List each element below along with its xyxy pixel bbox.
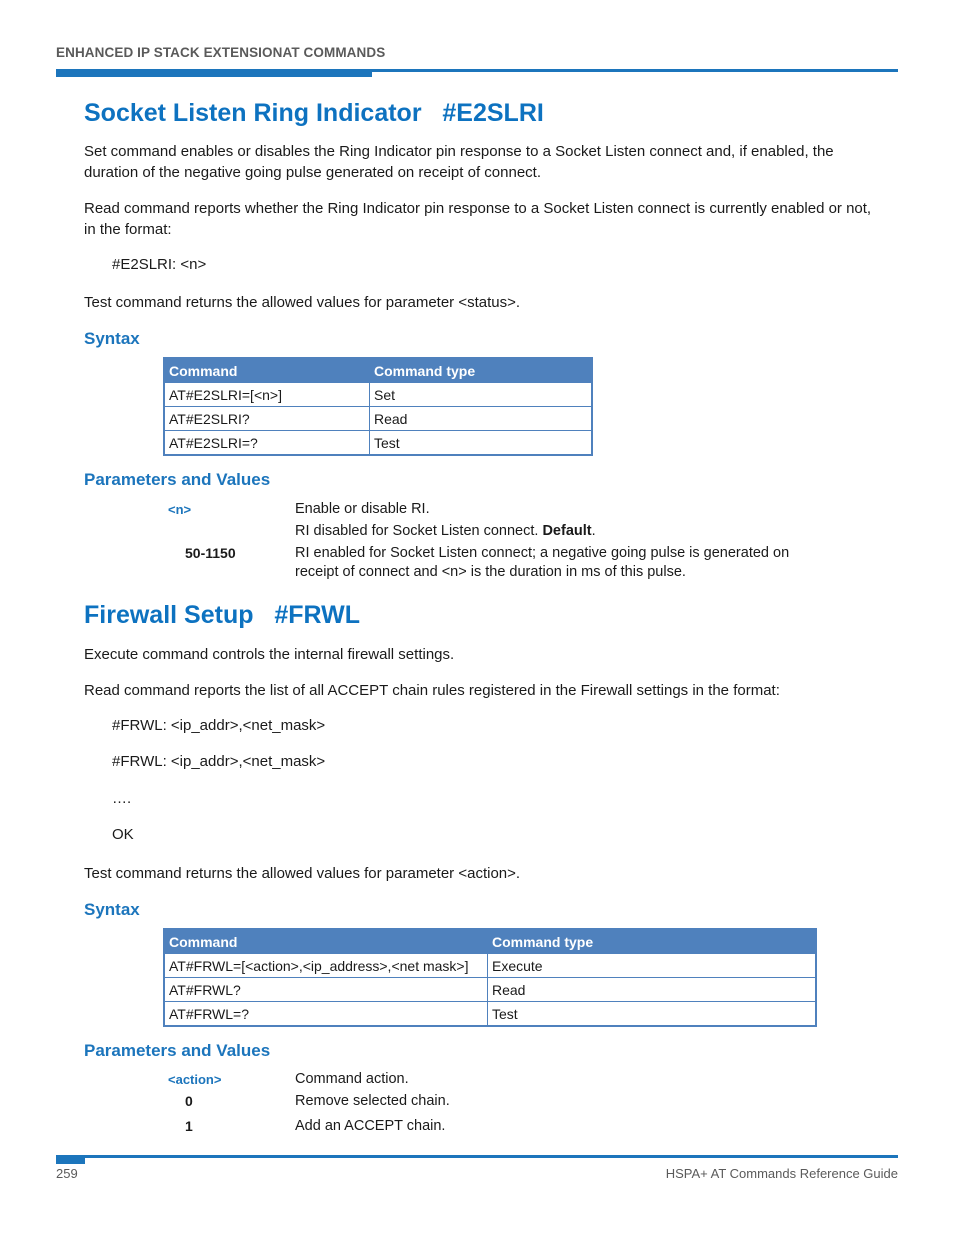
table-header-row [164,358,592,383]
table-cell: AT#FRWL? [164,978,488,1002]
param-name-n: <n> [168,502,192,517]
footer-doc-title: HSPA+ AT Commands Reference Guide [665,1166,898,1181]
param-value-1-desc: Add an ACCEPT chain. [295,1118,446,1134]
frwl-read-format-ok: OK [112,826,134,843]
e2slri-test-description: Test command returns the allowed values for parameter <status>. [84,294,521,311]
e2slri-read-format: #E2SLRI: <n> [112,256,207,273]
table-row [164,407,592,431]
table-cell: AT#FRWL=? [164,1002,488,1027]
table-cell: AT#E2SLRI? [164,407,370,431]
table-cell: AT#E2SLRI=[<n>] [164,383,370,407]
frwl-syntax-table [163,928,817,1027]
table-header-row [164,929,816,954]
frwl-read-format-ellipsis: …. [112,790,132,807]
default-desc-text: RI disabled for Socket Listen connect. [295,523,543,539]
param-desc-action: Command action. [295,1071,409,1087]
table-cell: AT#E2SLRI=? [164,431,370,456]
e2slri-params-heading: Parameters and Values [84,470,271,489]
frwl-params-heading: Parameters and Values [84,1041,271,1060]
param-value-0-desc: Remove selected chain. [295,1093,450,1109]
param-value-0: 0 [185,1093,193,1109]
frwl-syntax-heading: Syntax [84,900,140,919]
e2slri-syntax-heading: Syntax [84,329,140,348]
param-value-1: 1 [185,1118,193,1134]
table-cell: AT#FRWL=[<action>,<ip_address>,<net mask>] [164,954,488,978]
table-cell: Test [488,1002,817,1027]
param-desc-n: Enable or disable RI. [295,501,430,517]
table-header-cell: Command [164,358,370,383]
default-label: Default [542,523,592,539]
section-title-frwl: Firewall Setup #FRWL [84,601,360,629]
param-name-action: <action> [168,1072,222,1087]
e2slri-syntax-table [163,357,593,456]
table-header-cell: Command type [488,929,817,954]
table-row [164,431,592,456]
table-row [164,1002,816,1027]
frwl-read-format-line: #FRWL: <ip_addr>,<net_mask> [112,717,326,734]
running-header: ENHANCED IP STACK EXTENSIONAT COMMANDS [56,45,386,60]
section-title-e2slri: Socket Listen Ring Indicator #E2SLRI [84,99,544,127]
table-header-cell: Command type [370,358,593,383]
param-value-50-1150-desc: RI enabled for Socket Listen connect; a negative going pulse is generated on receipt of connect and <n> is the duration in ms of this pulse. [295,545,790,580]
frwl-test-description: Test command returns the allowed values for parameter <action>. [84,865,521,882]
table-cell: Set [370,383,593,407]
header-rule [372,69,898,72]
frwl-read-format-line: #FRWL: <ip_addr>,<net_mask> [112,753,326,770]
frwl-execute-description: Execute command controls the internal firewall settings. [84,646,455,663]
page-number: 259 [56,1166,78,1181]
table-row [164,978,816,1002]
header-rule-accent [56,69,372,77]
table-row [164,383,592,407]
param-value-default-desc [295,522,795,541]
table-header-cell: Command [164,929,488,954]
table-row [164,954,816,978]
frwl-read-description: Read command reports the list of all ACCEPT chain rules registered in the Firewall settings in the format: [84,682,780,699]
table-cell: Read [370,407,593,431]
footer-rule [85,1155,898,1158]
default-desc-suffix: . [591,523,596,539]
table-cell: Test [370,431,593,456]
e2slri-read-description: Read command reports whether the Ring Indicator pin response to a Socket Listen connect is currently enabled or not, in the format: [84,200,872,238]
table-cell: Execute [488,954,817,978]
footer-rule-accent [56,1155,85,1164]
table-cell: Read [488,978,817,1002]
e2slri-set-description: Set command enables or disables the Ring Indicator pin response to a Socket Listen connect and, if enabled, the duration of the negative going pulse generated on receipt of connect. [84,143,834,181]
param-value-50-1150: 50-1150 [185,545,236,561]
